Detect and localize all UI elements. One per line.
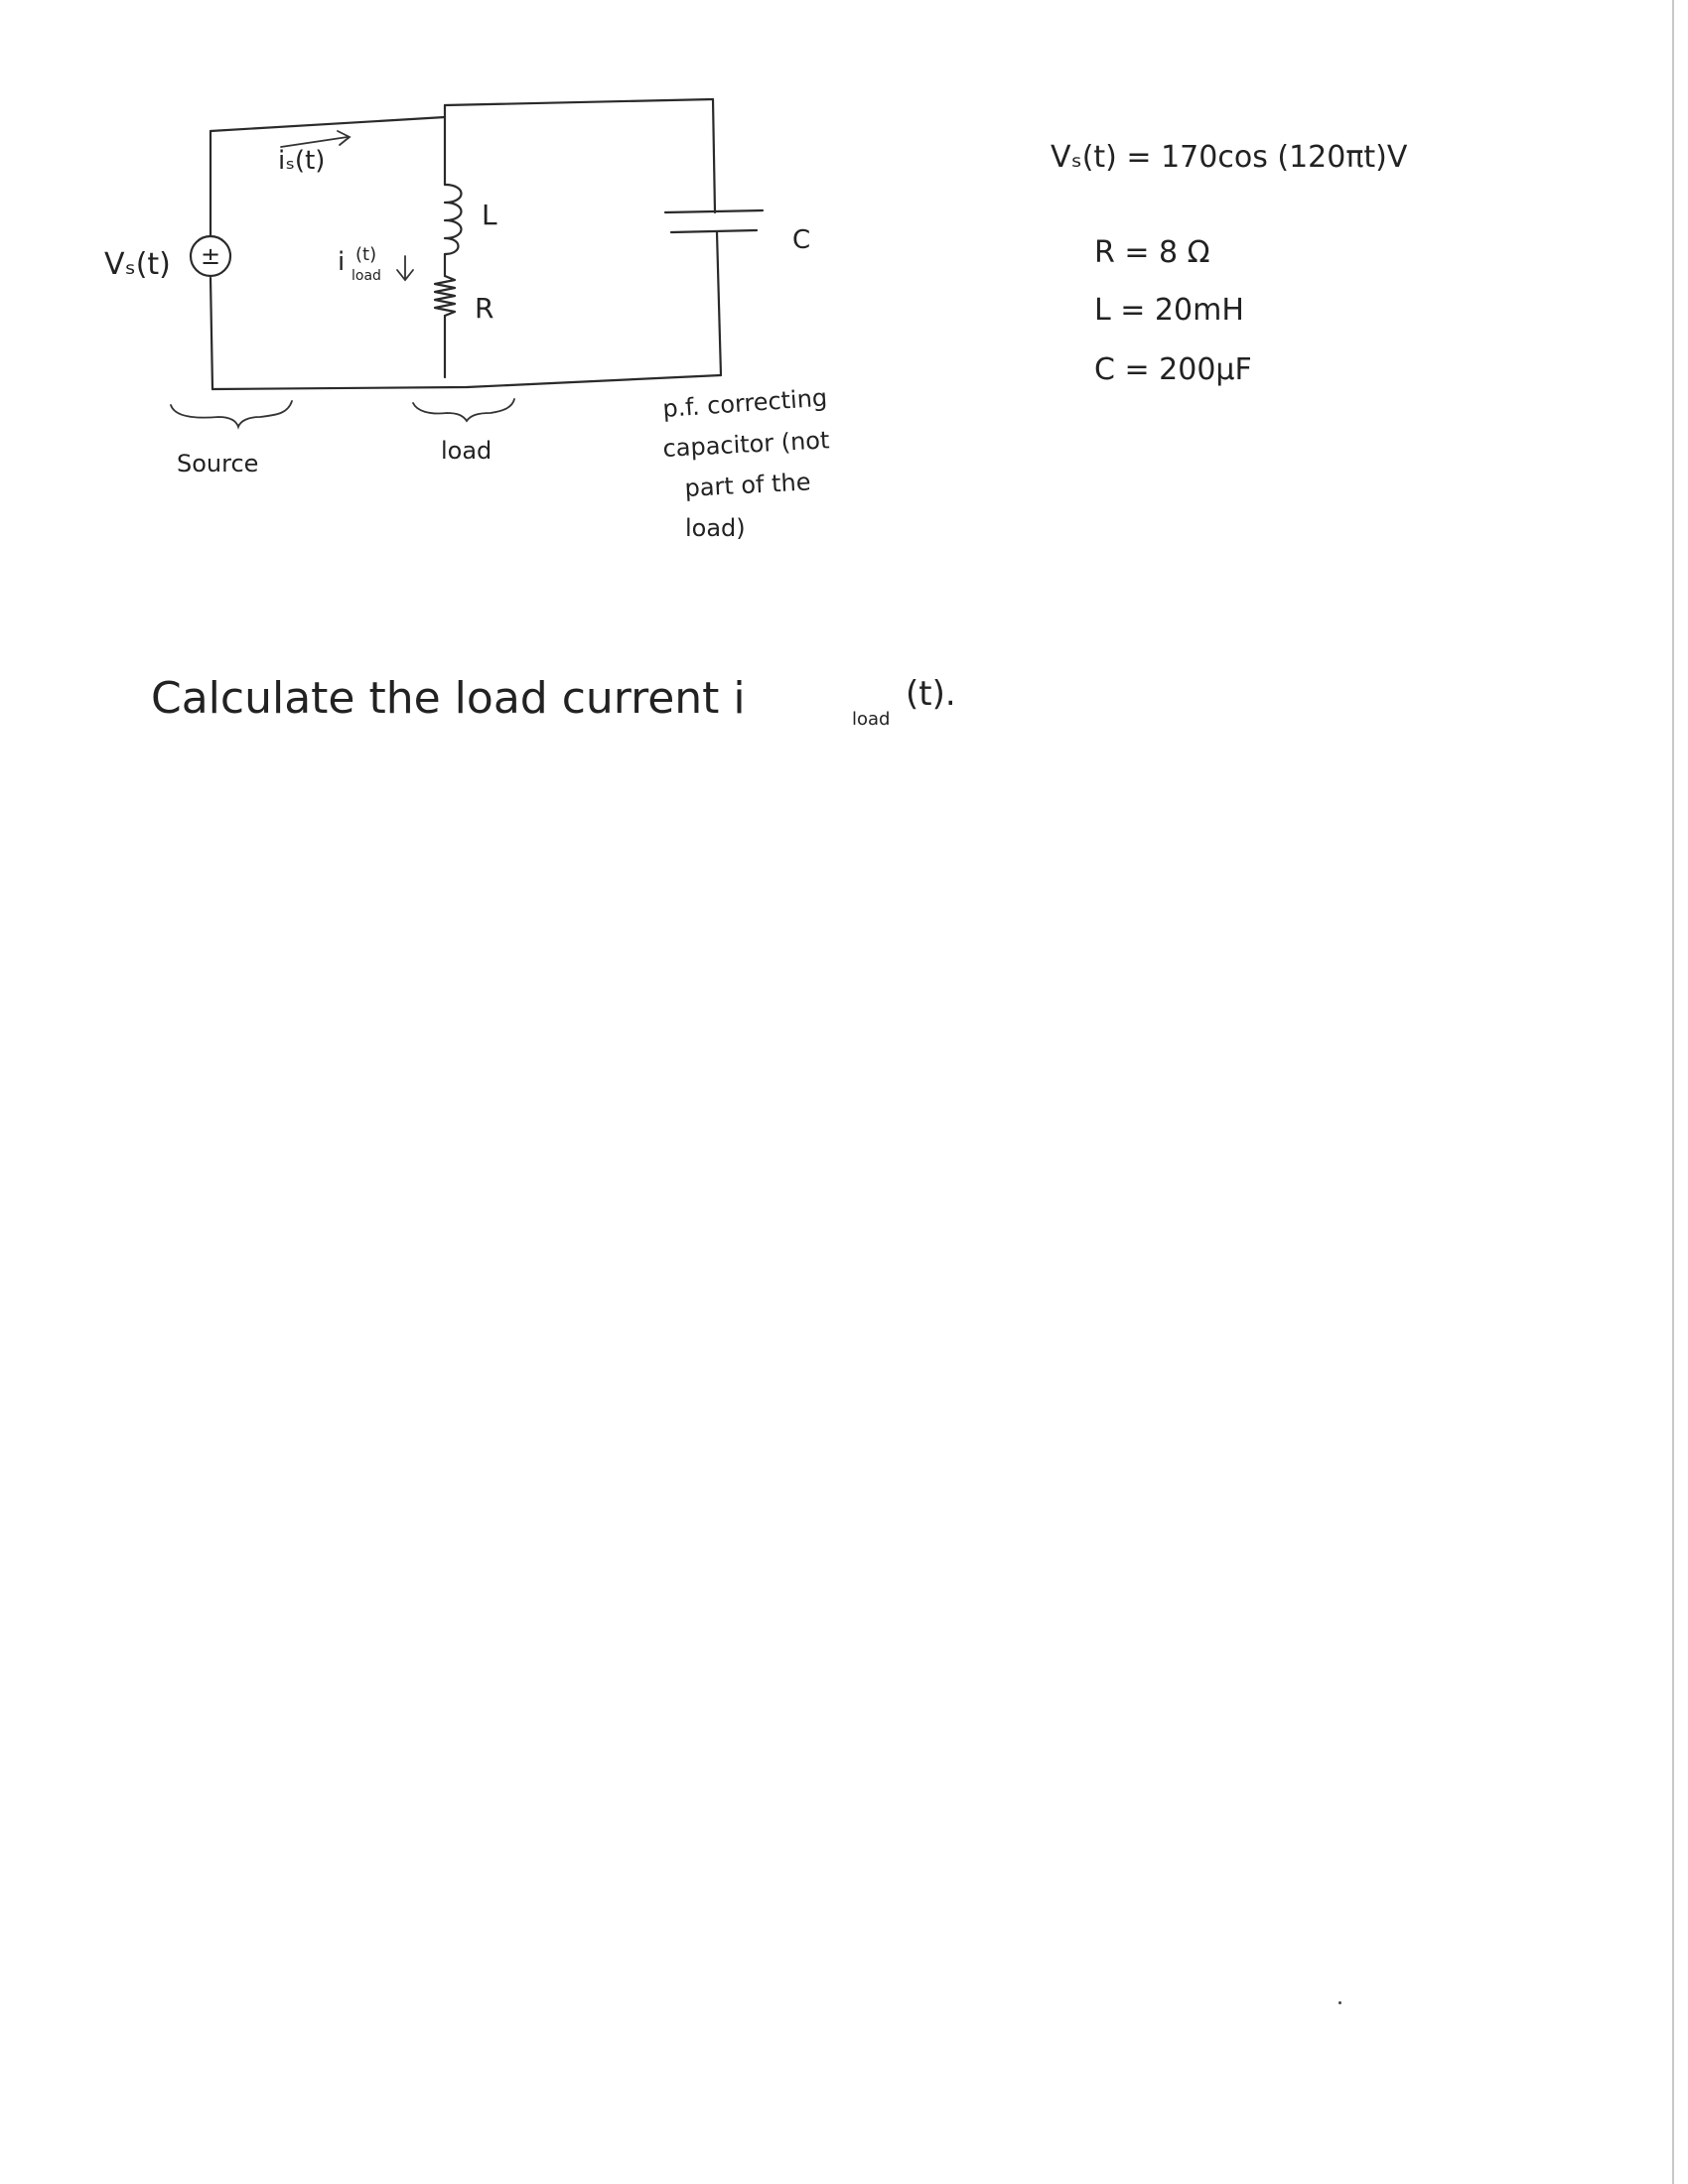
- stray-mark: [1338, 2001, 1341, 2004]
- r-value: R = 8 Ω: [1094, 235, 1210, 270]
- scan-edge-line: [1672, 0, 1674, 2184]
- load-current-label: i: [338, 247, 346, 277]
- cap-wire-top: [713, 99, 715, 212]
- load-current-sub: load: [352, 268, 381, 284]
- question: [151, 673, 956, 730]
- capacitor-note-line: part of the: [683, 468, 812, 502]
- capacitor-note-line: p.f. correcting: [661, 383, 828, 423]
- inductor-label: L: [482, 199, 497, 231]
- load-brace: [413, 399, 514, 421]
- inductor-symbol: [445, 185, 462, 254]
- given-values: [1051, 140, 1408, 387]
- question-suffix: (t).: [906, 674, 956, 714]
- load-current-suffix: (t): [355, 244, 377, 265]
- question-sub: load: [852, 709, 891, 730]
- bottom-wire: [212, 375, 721, 389]
- c-value: C = 200μF: [1094, 352, 1252, 387]
- question-text: Calculate the load current i: [151, 673, 746, 724]
- l-value: L = 20mH: [1094, 293, 1244, 328]
- cap-wire-bottom: [717, 232, 721, 375]
- source-label: Vₛ(t): [104, 247, 171, 282]
- top-wire-left: [211, 117, 445, 131]
- source-brace: [171, 401, 292, 427]
- top-wire-right: [445, 99, 713, 105]
- capacitor-label: C: [792, 225, 811, 255]
- capacitor-note-line: load): [685, 514, 746, 542]
- resistor-symbol: [435, 276, 455, 316]
- source-current-label: iₛ(t): [278, 146, 326, 176]
- capacitor-note: [661, 383, 830, 542]
- load-current-arrow: [397, 256, 413, 280]
- source-polarity: ±: [200, 242, 221, 270]
- circuit-wires: [211, 99, 721, 389]
- load-brace-label: load: [441, 437, 492, 465]
- capacitor-symbol: [665, 210, 763, 232]
- source-brace-label: Source: [177, 450, 259, 478]
- vs-equation: Vₛ(t) = 170cos (120πt)V: [1051, 140, 1408, 175]
- capacitor-note-line: capacitor (not: [661, 426, 831, 463]
- resistor-label: R: [475, 292, 494, 325]
- source-wire-bottom: [211, 278, 212, 389]
